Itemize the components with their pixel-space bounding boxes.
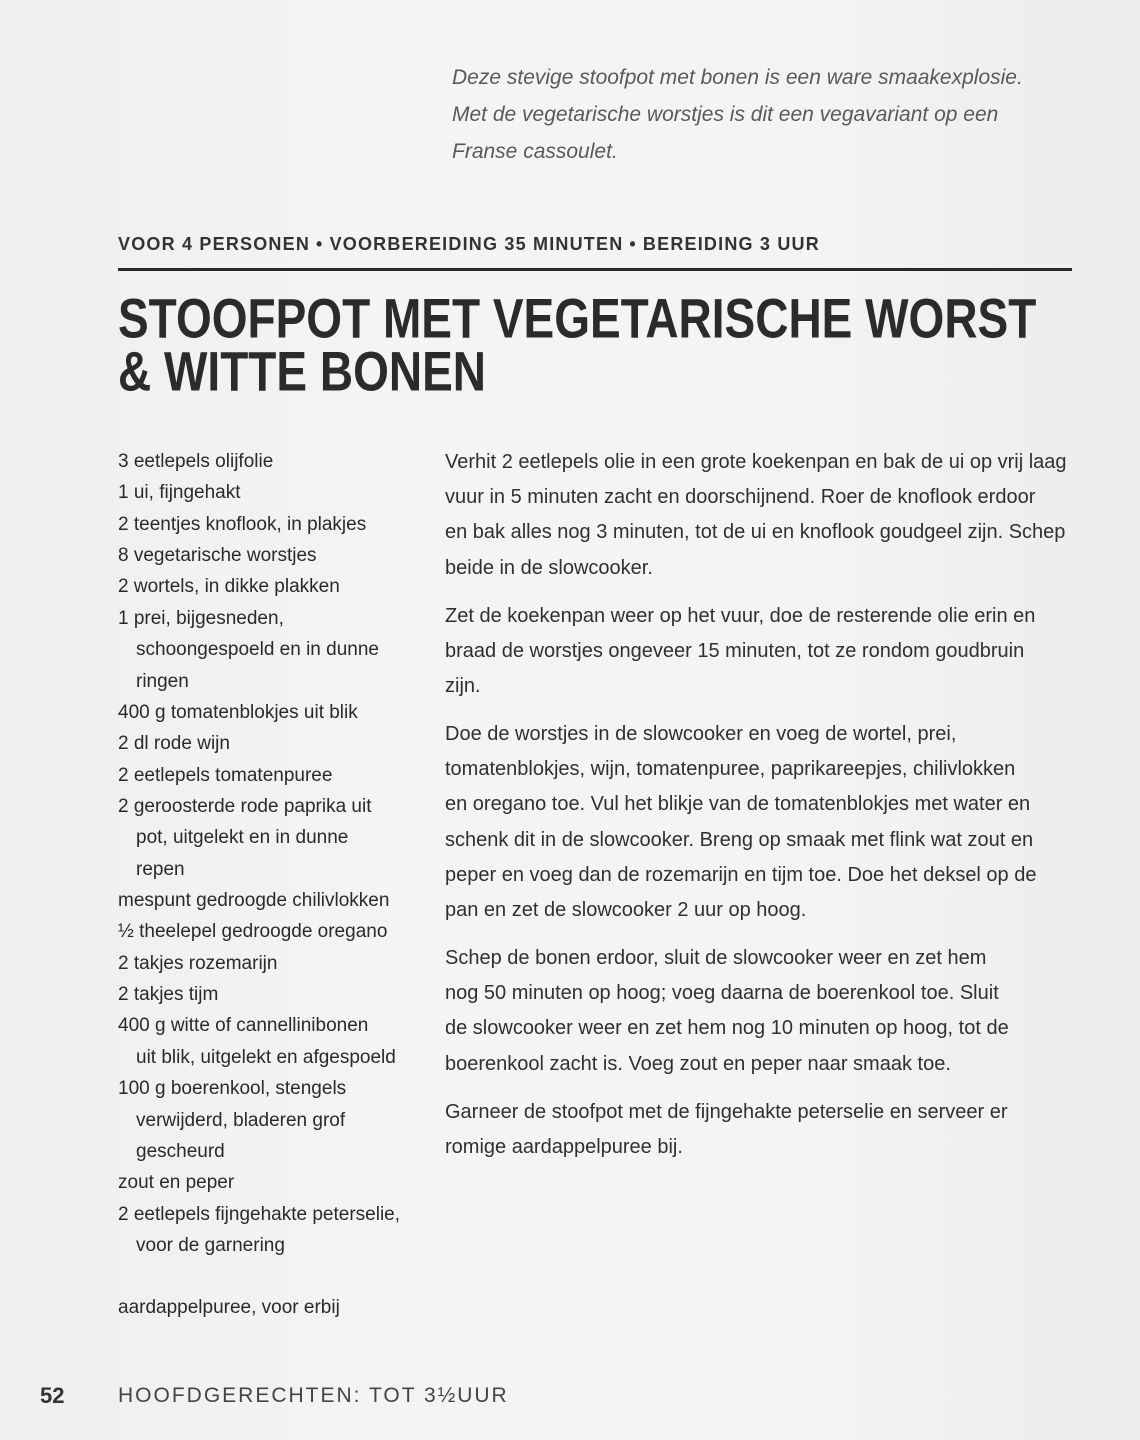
title-line: & WITTE BONEN bbox=[118, 340, 486, 403]
ingredient-line: schoongespoeld en in dunne bbox=[136, 639, 379, 661]
method-line: Garneer de stoofpot met de fijngehakte peterselie en serveer er bbox=[445, 1100, 1008, 1123]
ingredient-item bbox=[118, 697, 428, 728]
ingredient-line: 2 geroosterde rode paprika uit bbox=[118, 795, 372, 817]
ingredient-line: 1 prei, bijgesneden, bbox=[118, 607, 284, 629]
intro-line: Met de vegetarische worstjes is dit een vegavariant op een bbox=[452, 103, 999, 126]
ingredient-line: 2 wortels, in dikke plakken bbox=[118, 576, 340, 598]
ingredient-item bbox=[118, 885, 428, 916]
ingredient-line: 400 g tomatenblokjes uit blik bbox=[118, 701, 358, 723]
ingredient-line: verwijderd, bladeren grof bbox=[136, 1109, 346, 1131]
title-line: STOOFPOT MET VEGETARISCHE WORST bbox=[118, 287, 1037, 350]
ingredient-line: 100 g boerenkool, stengels bbox=[118, 1078, 347, 1100]
method-paragraph bbox=[445, 1095, 1075, 1165]
method-line: vuur in 5 minuten zacht en doorschijnend. Roer de knoflook erdoor bbox=[445, 486, 1036, 509]
method-paragraph bbox=[445, 717, 1075, 928]
ingredient-item bbox=[118, 477, 428, 508]
ingredient-item bbox=[118, 728, 428, 759]
method-line: Zet de koekenpan weer op het vuur, doe de resterende olie erin en bbox=[445, 604, 1036, 627]
ingredient-line: ringen bbox=[136, 670, 189, 692]
ingredient-item bbox=[118, 1010, 428, 1073]
ingredient-line: uit blik, uitgelekt en afgespoeld bbox=[136, 1046, 396, 1068]
ingredient-item bbox=[118, 446, 428, 477]
prep-time-label: VOORBEREIDING 35 MINUTEN bbox=[329, 234, 624, 254]
ingredient-line: 8 vegetarische worstjes bbox=[118, 545, 317, 567]
ingredient-item bbox=[118, 603, 428, 697]
ingredient-item bbox=[118, 509, 428, 540]
ingredient-item bbox=[118, 1199, 428, 1262]
method-line: tomatenblokjes, wijn, tomatenpuree, paprikareepjes, chilivlokken bbox=[445, 758, 1016, 781]
method-line: romige aardappelpuree bij. bbox=[445, 1135, 683, 1158]
ingredient-line: repen bbox=[136, 858, 185, 880]
ingredient-line: ½ theelepel gedroogde oregano bbox=[118, 921, 388, 943]
ingredient-line: voor de garnering bbox=[136, 1234, 285, 1256]
method-line: braad de worstjes ongeveer 15 minuten, tot ze rondom goudbruin bbox=[445, 639, 1025, 662]
ingredient-list bbox=[118, 446, 428, 1261]
page-number: 52 bbox=[40, 1383, 65, 1408]
method-line: peper en voeg dan de rozemarijn en tijm toe. Doe het deksel op de bbox=[445, 863, 1037, 886]
recipe-meta bbox=[118, 232, 820, 256]
ingredient-line: gescheurd bbox=[136, 1140, 225, 1162]
meta-separator: • bbox=[629, 234, 637, 254]
ingredient-item bbox=[118, 948, 428, 979]
ingredient-line: pot, uitgelekt en in dunne bbox=[136, 827, 349, 849]
method-line: boerenkool zacht is. Voeg zout en peper naar smaak toe. bbox=[445, 1052, 951, 1075]
section-title: HOOFDGERECHTEN: TOT 3½UUR bbox=[118, 1384, 509, 1407]
ingredient-line: 2 eetlepels tomatenpuree bbox=[118, 764, 333, 786]
ingredient-line: 400 g witte of cannellinibonen bbox=[118, 1015, 369, 1037]
method-paragraph bbox=[445, 941, 1075, 1082]
ingredient-item bbox=[118, 979, 428, 1010]
ingredient-line: 2 eetlepels fijngehakte peterselie, bbox=[118, 1203, 401, 1225]
title-divider bbox=[118, 268, 1072, 271]
ingredient-item bbox=[118, 571, 428, 602]
intro-line: Franse cassoulet. bbox=[452, 140, 618, 163]
ingredient-line: 2 teentjes knoflook, in plakjes bbox=[118, 513, 367, 535]
ingredient-item bbox=[118, 760, 428, 791]
ingredient-item bbox=[118, 916, 428, 947]
ingredient-line: 2 dl rode wijn bbox=[118, 733, 230, 755]
method-line: en bak alles nog 3 minuten, tot de ui en knoflook goudgeel zijn. Schep bbox=[445, 521, 1066, 544]
method-line: nog 50 minuten op hoog; voeg daarna de boerenkool toe. Sluit bbox=[445, 982, 999, 1005]
recipe-title bbox=[118, 287, 1078, 403]
meta-separator: • bbox=[316, 234, 324, 254]
ingredient-line: 2 takjes tijm bbox=[118, 984, 219, 1006]
ingredient-item bbox=[118, 791, 428, 885]
method-line: en oregano toe. Vul het blikje van de tomatenblokjes met water en bbox=[445, 793, 1031, 816]
ingredient-item bbox=[118, 1073, 428, 1167]
method-line: pan en zet de slowcooker 2 uur op hoog. bbox=[445, 899, 807, 922]
servings-label: VOOR 4 PERSONEN bbox=[118, 234, 311, 254]
method-line: zijn. bbox=[445, 675, 481, 698]
ingredient-item bbox=[118, 1167, 428, 1198]
ingredient-line: 3 eetlepels olijfolie bbox=[118, 451, 274, 472]
serve-with-item: aardappelpuree, voor erbij bbox=[118, 1297, 340, 1319]
ingredient-item bbox=[118, 540, 428, 571]
method-line: Verhit 2 eetlepels olie in een grote koekenpan en bak de ui op vrij laag bbox=[445, 451, 1067, 473]
recipe-intro bbox=[452, 59, 1023, 170]
ingredient-line: 2 takjes rozemarijn bbox=[118, 952, 278, 974]
ingredients-column bbox=[118, 446, 428, 1324]
ingredient-line: zout en peper bbox=[118, 1172, 235, 1194]
method-line: schenk dit in de slowcooker. Breng op smaak met flink wat zout en bbox=[445, 828, 1034, 851]
method-line: Schep de bonen erdoor, sluit de slowcooker weer en zet hem bbox=[445, 947, 987, 970]
method-line: Doe de worstjes in de slowcooker en voeg de wortel, prei, bbox=[445, 723, 957, 746]
method-paragraph bbox=[445, 445, 1075, 586]
method-line: beide in de slowcooker. bbox=[445, 556, 653, 579]
cook-time-label: BEREIDING 3 UUR bbox=[642, 234, 820, 254]
ingredient-line: 1 ui, fijngehakt bbox=[118, 482, 241, 504]
intro-line: Deze stevige stoofpot met bonen is een ware smaakexplosie. bbox=[452, 66, 1023, 89]
method-column bbox=[445, 445, 1075, 1178]
ingredient-line: mespunt gedroogde chilivlokken bbox=[118, 890, 390, 912]
method-paragraph bbox=[445, 599, 1075, 705]
method-line: de slowcooker weer en zet hem nog 10 minuten op hoog, tot de bbox=[445, 1017, 1009, 1040]
